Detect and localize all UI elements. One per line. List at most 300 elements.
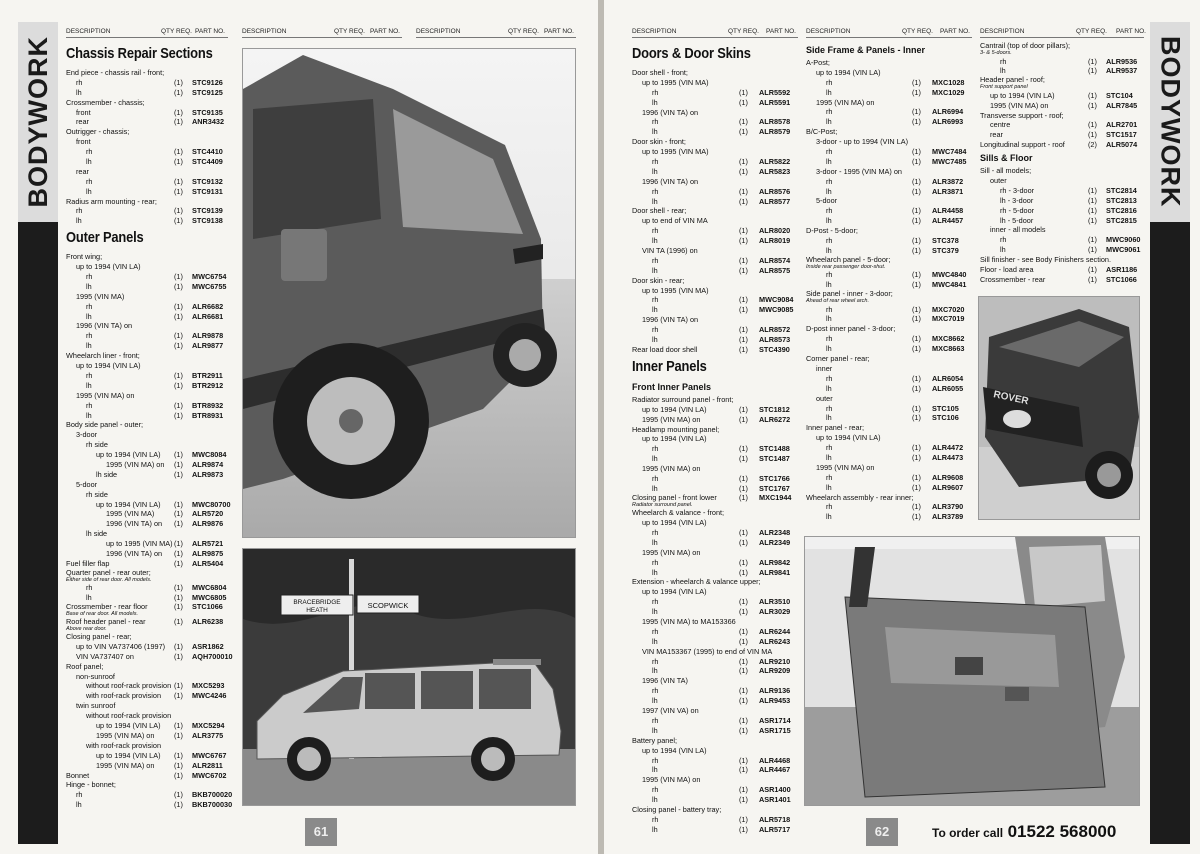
part-qty: (1) [1088,215,1097,225]
parts-row [66,470,234,480]
parts-row [632,746,798,756]
part-number: BKB700030 [192,800,233,810]
part-description: up to 1994 (VIN LA) [96,450,161,460]
parts-row [632,216,798,226]
parts-row [806,453,972,463]
parts-row [632,494,798,502]
part-qty: (1) [174,593,183,603]
part-number: ALR9841 [759,567,791,577]
part-number: MWC7484 [932,147,967,157]
part-qty: (1) [739,715,748,725]
part-number: ALR5074 [1106,140,1138,150]
part-qty: (1) [174,311,183,321]
part-description: lh [652,567,658,577]
part-qty: (1) [912,77,921,87]
part-number: ALR5717 [759,824,791,834]
part-description: rh [826,403,833,413]
part-description: lh [652,454,658,464]
parts-row [66,711,234,721]
header-part: PART NO. [195,28,225,35]
part-description: Closing panel - front lower [632,492,717,502]
part-description: rh [652,186,659,196]
part-number: STC104 [1106,90,1133,100]
parts-row [806,404,972,414]
parts-row [66,302,234,312]
part-description: outer [990,176,1007,186]
parts-row [806,127,972,137]
part-number: ALR8576 [759,186,791,196]
part-description: up to VIN VA737406 (1997) [76,641,166,651]
parts-row [66,480,234,490]
parts-row [632,395,798,405]
part-qty: (1) [912,383,921,393]
part-number: ANR3432 [192,117,225,127]
part-description: lh [652,824,658,834]
parts-row [632,795,798,805]
part-description: lh [1000,66,1006,76]
parts-row [66,381,234,391]
part-number: MWC6805 [192,593,227,603]
section-heading: Chassis Repair Sections [66,45,213,62]
parts-row [632,508,798,518]
part-number: MXC5293 [192,681,225,691]
part-number: ALR9607 [932,482,964,492]
parts-row [806,502,972,512]
part-description: rh [826,176,833,186]
parts-row [632,676,798,686]
part-qty: (1) [1088,195,1097,205]
part-number: ALR8572 [759,325,791,335]
part-number: ALR8020 [759,226,791,236]
part-description: 1995 (VIN MA) on [642,547,701,557]
part-note: Radiator surround panel. [632,501,693,508]
part-qty: (1) [739,166,748,176]
part-qty: (1) [912,117,921,127]
part-number: MWC4246 [192,691,227,701]
part-description: rh [652,325,659,335]
parts-row [632,577,798,587]
part-number: MXC5294 [192,721,225,731]
part-qty: (1) [912,280,921,290]
parts-row [806,512,972,522]
parts-row [980,120,1144,130]
part-number: STC1488 [759,444,790,454]
part-description: Door shell - rear; [632,206,687,216]
part-number: BKB700020 [192,790,233,800]
parts-row [806,147,972,157]
part-description: Fuel filler flap [66,558,110,568]
part-description: lh [652,97,658,107]
parts-row [632,706,798,716]
part-number: ALR6681 [192,311,224,321]
parts-row [66,272,234,282]
parts-row [632,736,798,746]
part-description: lh [86,341,92,351]
part-description: Wheelarch assembly - rear inner; [806,492,914,502]
parts-row [806,354,972,364]
part-number: ALR5720 [192,509,224,519]
parts-row [632,206,798,216]
parts-row [66,137,234,147]
part-description: rh [652,686,659,696]
parts-row [66,187,234,197]
part-qty: (1) [174,602,183,612]
part-qty: (1) [174,301,183,311]
part-qty: (1) [1088,66,1097,76]
parts-row [806,413,972,423]
parts-row [632,785,798,795]
grille-text: ROVER [992,389,1030,408]
parts-row [66,157,234,167]
part-description: with roof-rack provision [86,740,162,750]
part-number: ALR8578 [759,117,791,127]
header-description: DESCRIPTION [980,28,1025,35]
part-description: rh [652,715,659,725]
part-number: ALR5822 [759,157,791,167]
part-description: 1996 (VIN TA) on [76,321,133,331]
part-description: rh [652,444,659,454]
part-description: rh [826,270,833,280]
part-number: ALR8577 [759,196,791,206]
part-description: 1995 (VIN MA) on [96,730,155,740]
part-description: Closing panel - battery tray; [632,804,722,814]
parts-row [66,361,234,371]
part-number: ALR9536 [1106,56,1138,66]
part-qty: (1) [1088,245,1097,255]
header-part: PART NO. [766,28,796,35]
part-number: STC1487 [759,454,790,464]
part-description: rh [86,370,93,380]
parts-row [806,206,972,216]
part-number: ALR9873 [192,469,224,479]
part-qty: (1) [912,206,921,216]
part-description: rh [826,107,833,117]
part-description: lh [826,314,832,324]
parts-row [632,756,798,766]
parts-row [632,716,798,726]
parts-row [632,607,798,617]
part-qty: (1) [912,245,921,255]
header-part: PART NO. [544,28,574,35]
part-number: ALR3790 [932,502,964,512]
part-qty: (1) [912,344,921,354]
header-description: DESCRIPTION [242,28,287,35]
parts-row [66,632,234,642]
parts-row [980,216,1144,226]
part-description: 1995 (VIN MA) on [642,775,701,785]
part-description: rh [86,272,93,282]
parts-row [980,91,1144,101]
part-number: ALR9537 [1106,66,1138,76]
part-qty: (1) [174,410,183,420]
parts-row [66,197,234,207]
subsection-heading: Side Frame & Panels - Inner [806,45,926,55]
part-qty: (1) [174,760,183,770]
part-description: rh [826,77,833,87]
parts-row [632,558,798,568]
part-description: rh [826,147,833,157]
part-description: Quarter panel - rear outer; [66,567,151,577]
part-description: Battery panel; [632,735,678,745]
part-description: Bonnet [66,770,90,780]
part-description: lh [652,537,658,547]
part-qty: (1) [739,795,748,805]
part-qty: (1) [739,226,748,236]
part-description: lh side [96,469,118,479]
part-number: ALR4458 [932,206,964,216]
parts-row [806,88,972,98]
part-qty: (1) [912,87,921,97]
section-tab-label: BODYWORK [22,36,53,208]
parts-row [66,681,234,691]
part-qty: (1) [912,334,921,344]
parts-row [66,88,234,98]
parts-row [806,187,972,197]
part-description: 1996 (VIN TA) on [106,519,163,529]
part-description: rh [652,814,659,824]
parts-row [632,548,798,558]
part-number: ALR6054 [932,373,964,383]
parts-row [806,384,972,394]
part-number: ALR9874 [192,459,224,469]
parts-row [806,256,972,264]
page-number-left: 61 [305,818,337,846]
part-description: rh [826,443,833,453]
part-number: MWC4840 [932,270,967,280]
part-description: up to 1994 (VIN LA) [642,745,707,755]
part-number: BTR8932 [192,400,224,410]
parts-row [632,345,798,355]
part-number: STC4410 [192,147,223,157]
part-qty: (1) [174,87,183,97]
part-description: rh [652,528,659,538]
parts-row [632,775,798,785]
part-qty: (1) [739,597,748,607]
parts-row [806,78,972,88]
part-description: 3-door [76,430,98,440]
part-description: without roof-rack provision [86,681,172,691]
part-description: front [76,107,91,117]
part-qty: (1) [739,725,748,735]
part-description: Hinge - bonnet; [66,780,116,790]
part-description: lh [86,157,92,167]
part-qty: (1) [739,557,748,567]
order-phone-number[interactable]: 01522 568000 [1007,822,1117,841]
part-description: rh [652,785,659,795]
part-qty: (1) [739,325,748,335]
part-description: rh [826,334,833,344]
section-tab-band [1150,22,1190,222]
part-number: STC1066 [192,602,223,612]
parts-row [980,166,1144,176]
part-qty: (1) [739,97,748,107]
parts-row [806,167,972,177]
column-header [980,28,1144,38]
part-number: ASR1862 [192,641,224,651]
part-description: VIN VA737407 on [76,651,134,661]
part-qty: (1) [912,270,921,280]
parts-row [806,58,972,68]
part-description: Front wing; [66,252,103,262]
part-qty: (1) [174,721,183,731]
parts-row [806,98,972,108]
part-description: lh [76,800,82,810]
part-number: ALR8574 [759,255,791,265]
header-qty: QTY REQ. [334,28,365,35]
parts-row [632,815,798,825]
part-number: ALR6055 [932,383,964,393]
parts-row [66,800,234,810]
parts-row [806,68,972,78]
parts-row [632,266,798,276]
parts-row [66,691,234,701]
part-description: up to 1994 (VIN LA) [642,434,707,444]
part-number: MXC8663 [932,344,965,354]
parts-row [66,440,234,450]
part-qty: (1) [739,528,748,538]
part-qty: (1) [174,681,183,691]
parts-row [632,127,798,137]
part-description: lh [826,216,832,226]
parts-row [632,805,798,815]
part-qty: (1) [912,176,921,186]
part-description: up to 1994 (VIN LA) [816,67,881,77]
header-qty: QTY REQ. [902,28,933,35]
part-qty: (1) [739,755,748,765]
part-number: ALR4467 [759,765,791,775]
part-description: rh [652,226,659,236]
parts-row [66,603,234,611]
parts-row [66,312,234,322]
part-description: rh - 3-door [1000,185,1035,195]
header-description: DESCRIPTION [66,28,111,35]
parts-row [806,216,972,226]
part-qty: (1) [739,814,748,824]
part-qty: (1) [739,335,748,345]
part-description: lh [826,156,832,166]
part-description: rh [86,583,93,593]
part-number: ASR1714 [759,715,791,725]
parts-row [66,569,234,577]
part-qty: (1) [739,607,748,617]
parts-row [980,245,1144,255]
part-description: lh [652,765,658,775]
parts-row [806,137,972,147]
parts-row [66,642,234,652]
part-qty: (1) [739,492,748,502]
part-number: ALR4468 [759,755,791,765]
part-description: twin sunroof [76,701,116,711]
photo-car-roadsign-image [243,549,576,806]
parts-row [632,187,798,197]
parts-row [632,226,798,236]
part-number: ALR9875 [192,548,224,558]
parts-row [632,147,798,157]
part-description: up to 1994 (VIN LA) [96,499,161,509]
part-description: with roof-rack provision [86,691,162,701]
part-qty: (1) [739,626,748,636]
part-number: STC9132 [192,176,223,186]
part-number: ALR3775 [192,730,224,740]
part-qty: (1) [174,176,183,186]
parts-row [632,686,798,696]
part-qty: (1) [739,785,748,795]
part-description: Transverse support - roof; [980,110,1064,120]
section-tab-label: BODYWORK [1155,36,1186,208]
part-number: STC106 [932,413,959,423]
part-number: STC4390 [759,344,790,354]
parts-row [632,315,798,325]
parts-row [66,331,234,341]
part-note: Base of rear door. All models. [66,611,139,618]
parts-row [632,434,798,444]
part-qty: (1) [174,400,183,410]
header-qty: QTY REQ. [508,28,539,35]
part-number: ALR5823 [759,166,791,176]
part-description: VIN TA (1996) on [642,246,698,256]
parts-row [66,167,234,177]
part-qty: (1) [174,117,183,127]
part-description: up to 1995 (VIN MA) [642,147,709,157]
part-description: rh [826,206,833,216]
part-description: Wheelarch panel - 5-door; [806,254,891,264]
part-number: MXC1028 [932,77,965,87]
part-qty: (1) [739,344,748,354]
part-description: 1996 (VIN TA) on [642,315,699,325]
part-number: ALR6682 [192,301,224,311]
part-qty: (1) [174,499,183,509]
part-description: 1995 (VIN MA) on [642,414,701,424]
part-description: without roof-rack provision [86,711,172,721]
part-number: BTR2911 [192,370,223,380]
column-header [66,28,228,38]
part-number: STC379 [932,245,959,255]
part-qty: (1) [1088,90,1097,100]
part-description: D-post inner panel - 3-door; [806,324,896,334]
parts-row [66,216,234,226]
parts-row [632,157,798,167]
parts-row [66,282,234,292]
part-number: STC1066 [1106,274,1137,284]
part-qty: (1) [912,236,921,246]
part-number: MWC4841 [932,280,967,290]
part-description: lh [652,166,658,176]
part-number: ALR6272 [759,414,791,424]
part-qty: (1) [174,341,183,351]
part-number: ALR3789 [932,512,964,522]
page-number-right: 62 [866,818,898,846]
parts-row [632,587,798,597]
part-description: up to 1994 (VIN LA) [990,90,1055,100]
part-qty: (1) [912,107,921,117]
part-description: VIN MA153367 (1995) to end of VIN MA [642,646,773,656]
parts-row [806,270,972,280]
part-qty: (1) [174,691,183,701]
parts-row [66,751,234,761]
part-description: lh [86,281,92,291]
parts-row [66,117,234,127]
parts-row [66,341,234,351]
parts-row [806,324,972,334]
parts-row [632,256,798,266]
parts-row [980,235,1144,245]
part-qty: (1) [912,472,921,482]
part-number: MWC80700 [192,499,231,509]
parts-row [980,265,1144,275]
photo-car-roadsign [242,548,576,806]
part-qty: (1) [739,537,748,547]
parts-row [632,68,798,78]
